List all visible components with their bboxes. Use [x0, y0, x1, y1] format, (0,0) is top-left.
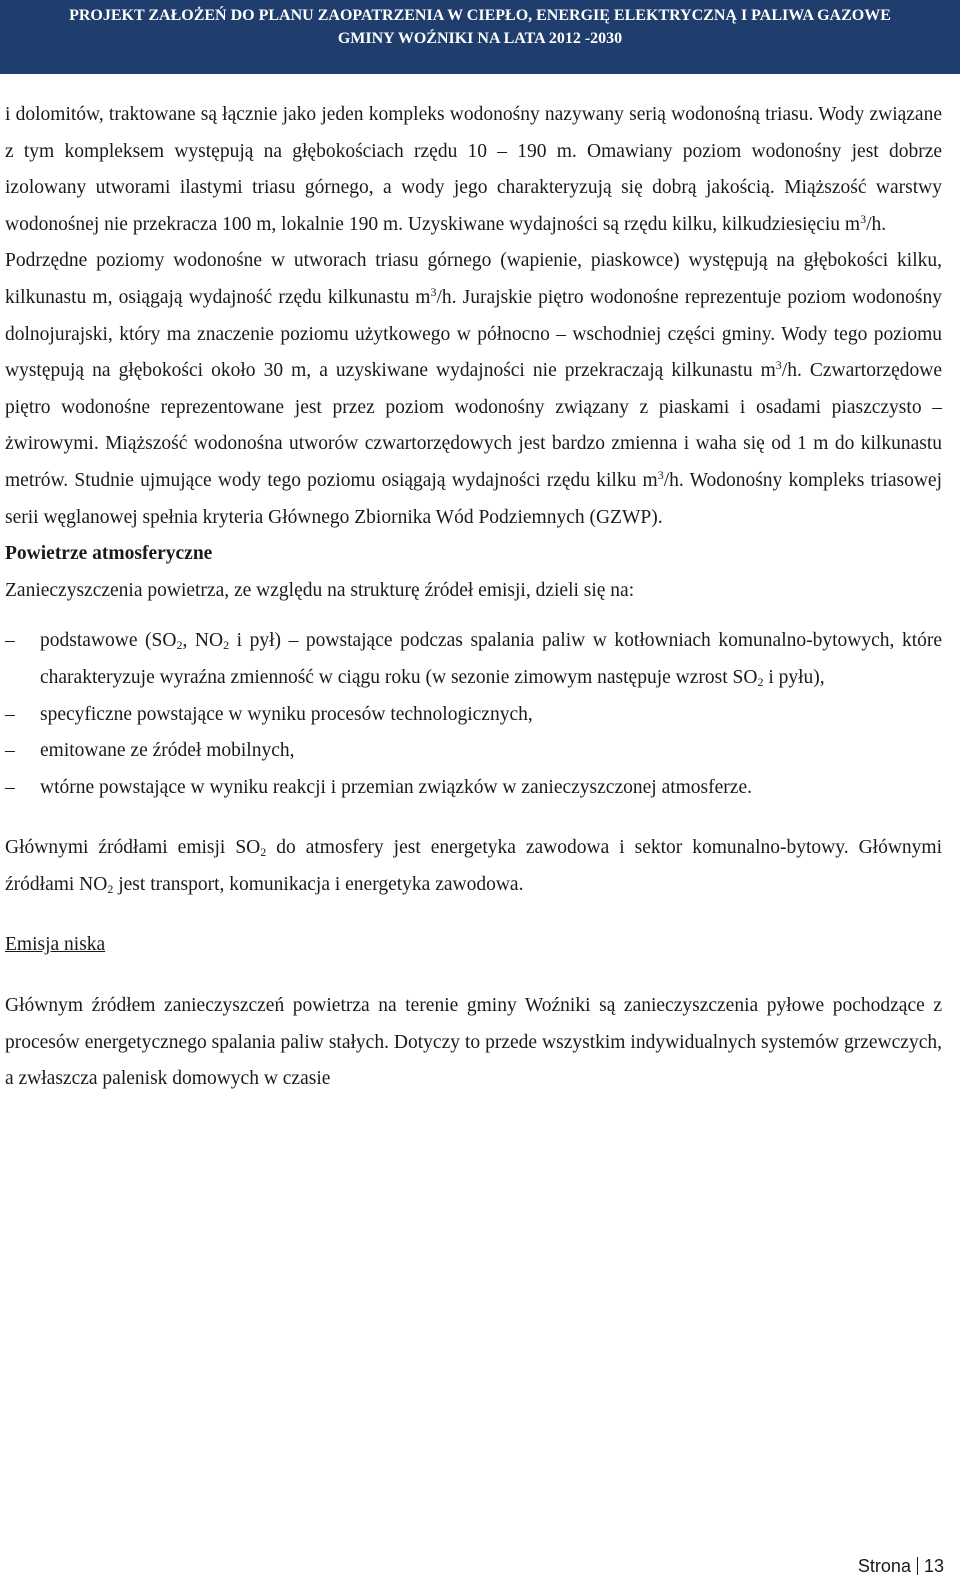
- section-heading-low-emission: Emisja niska: [5, 934, 106, 956]
- list-dash: –: [5, 630, 15, 652]
- paragraph-groundwater-triassic: i dolomitów, traktowane są łącznie jako jeden kompleks wodonośny nazywany serią wodonośną triasu. Wody związane z tym kompleksem występują na głębokościach rzędu 10 – 190 m. Omawiany poziom wodonośny jest dobrze izolowany utworami ilastymi triasu górnego, a wody jego charakteryzują się dobrą jakością. Miąższość warstwy wodonośnej nie przekracza 100 m, lokalnie 190 m. Uzyskiwane wydajności są rzędu kilku, kilkudziesięciu $m^3/h$.: [5, 104, 942, 235]
- page-label: Strona: [857, 1556, 911, 1576]
- list-item: – specyficzne powstające w wyniku procesów technologicznych,: [5, 697, 942, 734]
- list-dash: –: [5, 740, 15, 762]
- list-dash: –: [5, 703, 15, 725]
- paragraph-pollution-intro: Zanieczyszczenia powietrza, ze względu na strukturę źródeł emisji, dzieli się na:: [5, 579, 635, 601]
- header-title-line1: PROJEKT ZAŁOŻEŃ DO PLANU ZAOPATRZENIA W CIEPŁO, ENERGIĘ ELEKTRYCZNĄ I PALIWA GAZOWE: [69, 7, 891, 24]
- page-number: 13: [923, 1556, 944, 1576]
- list-item: – wtórne powstające w wyniku reakcji i przemian związków w zanieczyszczonej atmosferze.: [5, 770, 942, 807]
- list-dash: –: [5, 776, 15, 798]
- pollution-list: [5, 623, 942, 806]
- paragraph-emission-sources: Głównymi źródłami emisji $SO_2$ do atmosfery jest energetyka zawodowa i sektor komunalno-bytowy. Głównymi źródłami $NO_2$ jest transport, komunikacja i energetyka zawodowa.: [5, 837, 942, 896]
- list-item: – emitowane ze źródeł mobilnych,: [5, 733, 942, 770]
- paragraph-low-emission: Głównym źródłem zanieczyszczeń powietrza na terenie gminy Woźniki są zanieczyszczenia pyłowe pochodzące z procesów energetycznego spalania paliw stałych. Dotyczy to przede wszystkim indywidualnych systemów grzewczych, a zwłaszcza palenisk domowych w czasie: [5, 995, 942, 1090]
- footer-divider: [917, 1557, 918, 1575]
- paragraph-groundwater-levels: Podrzędne poziomy wodonośne w utworach triasu górnego (wapienie, piaskowce) występują na głębokości kilku, kilkunastu m, osiągają wydajność rzędu kilkunastu $m^3/h$. Jurajskie piętro wodonośne reprezentuje poziom wodonośny dolnojurajski, który ma znaczenie poziomu użytkowego w północno – wschodniej części gminy. Wody tego poziomu występują na głębokości około 30 m, a uzyskiwane wydajności nie przekraczają kilkunastu $m^3/h$. Czwartorzędowe piętro wodonośne reprezentowane jest przez poziom wodonośny związany z piaskami i osadami piaszczysto – żwirowymi. Miąższość wodonośna utworów czwartorzędowych jest bardzo zmienna i waha się od 1 m do kilkunastu metrów. Studnie ujmujące wody tego poziomu osiągają wydajności rzędu kilku $m^3/h$. Wodonośny kompleks triasowej serii węglanowej spełnia kryteria Głównego Zbiornika Wód Podziemnych (GZWP).: [5, 250, 942, 528]
- list-item: – podstawowe ($SO_2$, $NO_2$ i pył) – powstające podczas spalania paliw w kotłowniach komunalno-bytowych, które charakteryzuje wyraźna zmienność w ciągu roku (w sezonie zimowym następuje wzrost $SO_2$ i pyłu),: [5, 623, 942, 696]
- page-footer: [858, 1556, 944, 1577]
- document-body: [5, 97, 942, 1098]
- header-title-line2: GMINY WOŹNIKI NA LATA 2012 -2030: [337, 30, 623, 47]
- section-heading-air: Powietrze atmosferyczne: [5, 543, 213, 565]
- document-header: [0, 0, 960, 74]
